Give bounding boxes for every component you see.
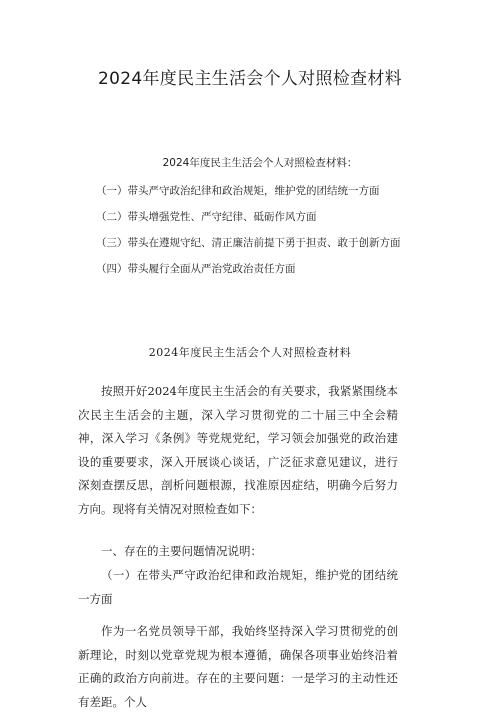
content-paragraph: 作为一名党员领导干部，我始终坚持深入学习贯彻党的创新理论，时刻以党章党规为根本遵循，确保各项事业始终沿着正确的政治方向前进。存在的主要问题：一是学习的主动性还有差距。个人 bbox=[78, 624, 398, 709]
table-of-contents bbox=[96, 154, 436, 286]
toc-heading: 2024年度民主生活会个人对照检查材料： bbox=[162, 157, 358, 169]
document-title: 2024年度民主生活会个人对照检查材料 bbox=[98, 69, 402, 89]
intro-paragraph: 按照开好2024年度民主生活会的有关要求，我紧紧围绕本次民主生活会的主题，深入学习贯彻党的二十届三中全会精神，深入学习《条例》等党规党纪，学习领会加强党的政治建设的重要要求，深入开展谈心谈话，广泛征求意见建议，进行深刻查摆反思，剖析问题根源，找准原因症结，明确今后努力方向。现将有关情况对照检查如下： bbox=[78, 384, 398, 516]
toc-item: （二）带头增强党性、严守纪律、砥砺作风方面 bbox=[96, 211, 317, 223]
toc-item: （三）带头在遵规守纪、清正廉洁前提下勇于担责、敢于创新方面 bbox=[96, 237, 401, 249]
section-heading: 一、存在的主要问题情况说明： bbox=[101, 544, 262, 558]
toc-item: （一）带头严守政治纪律和政治规矩，维护党的团结统一方面 bbox=[96, 185, 380, 197]
toc-item: （四）带头履行全面从严治党政治责任方面 bbox=[96, 263, 296, 275]
body-title: 2024年度民主生活会个人对照检查材料 bbox=[148, 346, 352, 359]
subsection-heading: （一）在带头严守政治纪律和政治规矩，维护党的团结统一方面 bbox=[78, 568, 398, 606]
